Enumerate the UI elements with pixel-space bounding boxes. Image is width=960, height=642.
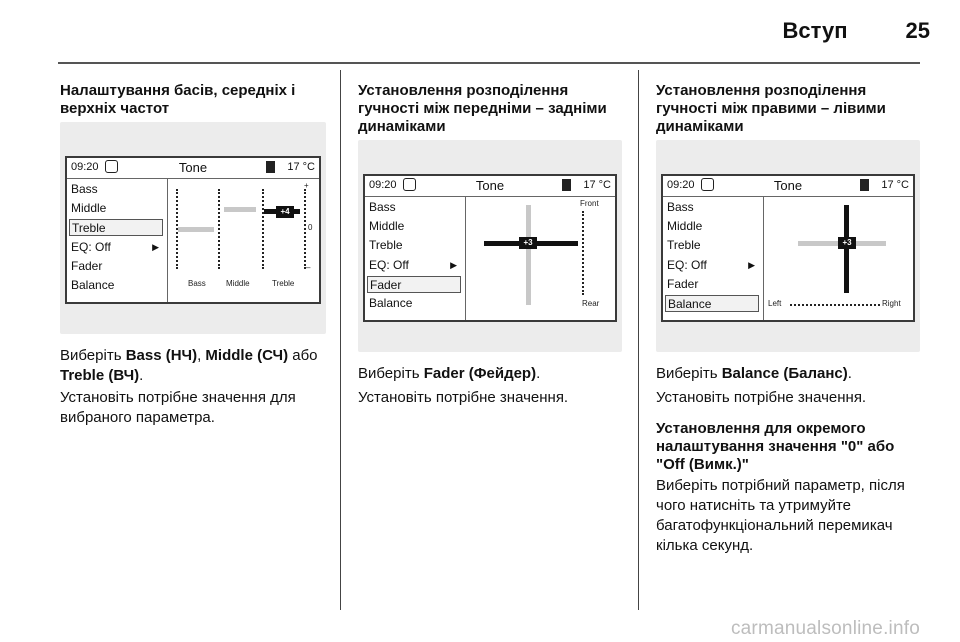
- column-divider-2: [638, 70, 639, 610]
- column-1: [60, 82, 328, 118]
- screenshot-balance: [656, 140, 920, 352]
- col1-paragraph-1: [60, 346, 328, 386]
- balance-vertical-line: [844, 205, 849, 293]
- arrow-right-icon: ▶: [450, 260, 457, 270]
- section-heading-reset: Установлення для окремого налаштування значення "0" або "Off (Вимк.)": [656, 420, 895, 473]
- display-screen: [661, 174, 915, 322]
- text-fragment: .: [847, 365, 852, 382]
- screen-time: 09:20: [667, 179, 695, 191]
- eq-panel: [168, 179, 319, 302]
- middle-slider-track[interactable]: [218, 189, 222, 269]
- arrow-right-icon: ▶: [152, 242, 159, 252]
- menu-item-fader[interactable]: Fader: [667, 277, 699, 291]
- thermometer-icon: [860, 179, 869, 191]
- screen-menu: [365, 197, 466, 320]
- fader-vertical-line: [526, 205, 531, 305]
- display-screen: [363, 174, 617, 322]
- text-fragment: ,: [197, 347, 206, 364]
- text-fragment: Виберіть: [60, 347, 126, 364]
- menu-item-eq[interactable]: [665, 257, 759, 274]
- menu-item-balance[interactable]: Balance: [369, 296, 413, 310]
- screenshot-fader: [358, 140, 622, 352]
- col3-paragraph-2: [656, 388, 924, 408]
- menu-item-eq-label: EQ: Off: [71, 240, 111, 254]
- thermometer-icon: [562, 179, 571, 191]
- menu-item-balance[interactable]: Balance: [665, 295, 759, 312]
- screenshot-tone-eq: [60, 122, 326, 334]
- header-divider: [58, 62, 920, 64]
- menu-item-fader[interactable]: Fader: [71, 259, 103, 273]
- instruction-text: Установіть потрібне значення.: [656, 389, 867, 406]
- screen-menu: [67, 179, 168, 302]
- middle-axis-label: Middle: [226, 279, 250, 288]
- page-header-title: Вступ: [782, 18, 848, 43]
- fader-panel: [466, 197, 615, 320]
- left-label: Left: [768, 299, 782, 308]
- scale-zero-label: 0: [308, 223, 313, 232]
- col1-paragraph-2: [60, 388, 328, 428]
- menu-item-eq[interactable]: [69, 239, 163, 256]
- text-fragment: .: [536, 365, 541, 382]
- footer-watermark: carmanualsonline.info: [730, 618, 920, 639]
- col3-paragraph-3: [656, 476, 924, 556]
- balance-value-knob: +3: [838, 237, 856, 249]
- bass-axis-label: Bass: [188, 279, 206, 288]
- balance-scale-track[interactable]: [790, 304, 880, 306]
- instruction-text: Виберіть потрібний параметр, після чого натисніть та утримуйте багатофункціональний перемикач кілька секунд.: [656, 477, 905, 554]
- menu-item-middle[interactable]: Middle: [667, 219, 703, 233]
- menu-item-eq-label: EQ: Off: [369, 258, 409, 272]
- section-heading-tone: Налаштування басів, середніх і верхніх частот: [60, 82, 296, 117]
- rear-label: Rear: [582, 299, 600, 308]
- menu-item-bass[interactable]: Bass: [71, 182, 98, 196]
- instruction-text: Установіть потрібне значення.: [358, 389, 569, 406]
- menu-item-eq-label: EQ: Off: [667, 258, 707, 272]
- bass-level-bar: [178, 227, 214, 232]
- col2-paragraph-1: [358, 364, 626, 384]
- screen-topbar: [365, 176, 615, 197]
- fader-value-knob: +3: [519, 237, 537, 249]
- menu-item-treble[interactable]: Treble: [667, 238, 701, 252]
- front-label: Front: [580, 199, 599, 208]
- treble-axis-label: Treble: [272, 279, 295, 288]
- menu-item-bass[interactable]: Bass: [369, 200, 396, 214]
- text-fragment: .: [139, 367, 144, 384]
- term-bass: Bass (НЧ): [125, 347, 198, 364]
- treble-slider-track[interactable]: [262, 189, 266, 269]
- scale-minus-label: –: [306, 263, 311, 272]
- menu-item-bass[interactable]: Bass: [667, 200, 694, 214]
- thermometer-icon: [266, 161, 275, 173]
- instruction-text: Установіть потрібне значення для вибраного параметра.: [60, 389, 296, 426]
- column-2: [358, 82, 626, 136]
- menu-item-balance[interactable]: Balance: [71, 278, 115, 292]
- screen-title: Tone: [773, 178, 803, 193]
- menu-item-middle[interactable]: Middle: [369, 219, 405, 233]
- screen-menu: [663, 197, 764, 320]
- menu-item-eq[interactable]: [367, 257, 461, 274]
- col3-subheading: [656, 420, 924, 474]
- screen-time: 09:20: [369, 179, 397, 191]
- arrow-right-icon: ▶: [748, 260, 755, 270]
- screen-time: 09:20: [71, 161, 99, 173]
- screen-topbar: [663, 176, 913, 197]
- screen-title: Tone: [178, 160, 208, 175]
- term-middle: Middle (СЧ): [205, 347, 289, 364]
- screen-topbar: [67, 158, 319, 179]
- text-fragment: Виберіть: [656, 365, 722, 382]
- screen-title: Tone: [475, 178, 505, 193]
- display-screen: [65, 156, 321, 304]
- column-divider-1: [340, 70, 341, 610]
- text-fragment: Виберіть: [358, 365, 424, 382]
- treble-value-knob: +4: [276, 206, 294, 218]
- screen-temperature: 17 °C: [881, 179, 909, 191]
- menu-item-treble[interactable]: Treble: [69, 219, 163, 236]
- menu-item-fader[interactable]: Fader: [367, 276, 461, 293]
- fader-scale-track[interactable]: [582, 211, 586, 295]
- middle-level-bar: [224, 207, 256, 212]
- section-heading-fader: Установлення розподілення гучності між передніми – задніми динаміками: [358, 82, 607, 135]
- section-heading-balance: Установлення розподілення гучності між правими – лівими динаміками: [656, 82, 886, 135]
- text-fragment: або: [288, 347, 318, 364]
- col3-paragraph-1: [656, 364, 924, 384]
- term-treble: Treble (ВЧ): [60, 367, 140, 384]
- right-label: Right: [882, 299, 901, 308]
- menu-item-treble[interactable]: Treble: [369, 238, 403, 252]
- scale-plus-label: +: [304, 181, 309, 190]
- page-number: 25: [905, 18, 930, 43]
- balance-panel: [764, 197, 913, 320]
- menu-item-middle[interactable]: Middle: [71, 201, 107, 215]
- col2-paragraph-2: [358, 388, 626, 408]
- screen-temperature: 17 °C: [583, 179, 611, 191]
- column-3: [656, 82, 924, 136]
- screen-temperature: 17 °C: [287, 161, 315, 173]
- term-fader: Fader (Фейдер): [423, 365, 537, 382]
- term-balance: Balance (Баланс): [721, 365, 848, 382]
